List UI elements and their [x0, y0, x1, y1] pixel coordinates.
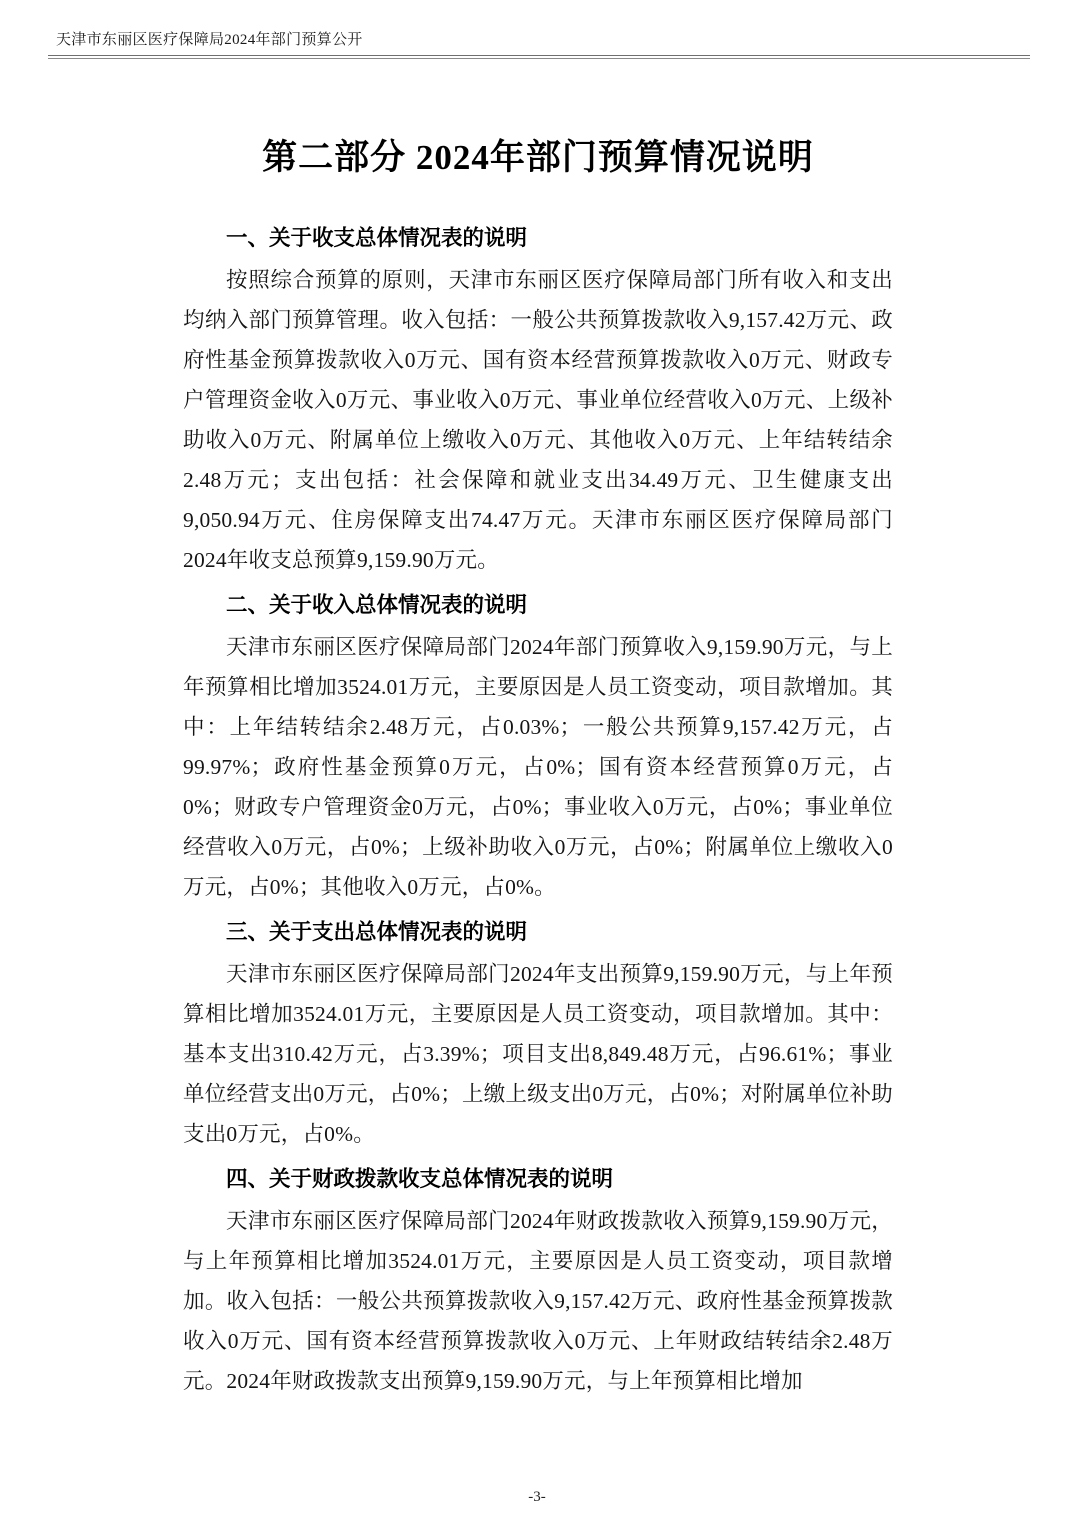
section-fiscal-appropriation-overview — [183, 1159, 893, 1401]
section-paragraph: 按照综合预算的原则，天津市东丽区医疗保障局部门所有收入和支出均纳入部门预算管理。收入包括：一般公共预算拨款收入9,157.42万元、政府性基金预算拨款收入0万元、国有资本经营预算拨款收入0万元、财政专户管理资金收入0万元、事业收入0万元、事业单位经营收入0万元、上级补助收入0万元、附属单位上缴收入0万元、其他收入0万元、上年结转结余2.48万元；支出包括：社会保障和就业支出34.49万元、卫生健康支出9,050.94万元、住房保障支出74.47万元。天津市东丽区医疗保障局部门2024年收支总预算9,159.90万元。 — [183, 268, 893, 572]
section-heading-1: 一、关于收支总体情况表的说明 — [226, 226, 528, 250]
section-heading-4: 四、关于财政拨款收支总体情况表的说明 — [226, 1167, 614, 1191]
section-paragraph: 天津市东丽区医疗保障局部门2024年财政拨款收入预算9,159.90万元，与上年预算相比增加3524.01万元，主要原因是人员工资变动，项目款增加。收入包括：一般公共预算拨款收入9,157.42万元、政府性基金预算拨款收入0万元、国有资本经营预算拨款收入0万元、上年财政结转结余2.48万元。2024年财政拨款支出预算9,159.90万元，与上年预算相比增加 — [183, 1209, 893, 1393]
section-heading-3: 三、关于支出总体情况表的说明 — [226, 920, 528, 944]
section-income-expenditure-overview — [183, 218, 893, 580]
section-expenditure-overview — [183, 912, 893, 1154]
page-number: -3- — [528, 1489, 546, 1505]
document-body — [183, 118, 893, 1404]
section-paragraph: 天津市东丽区医疗保障局部门2024年部门预算收入9,159.90万元，与上年预算相比增加3524.01万元，主要原因是人员工资变动，项目款增加。其中：上年结转结余2.48万元，占0.03%；一般公共预算9,157.42万元，占99.97%；政府性基金预算0万元，占0%；国有资本经营预算0万元，占0%；财政专户管理资金0万元，占0%；事业收入0万元，占0%；事业单位经营收入0万元，占0%；上级补助收入0万元，占0%；附属单位上缴收入0万元，占0%；其他收入0万元，占0%。 — [183, 635, 893, 899]
section-paragraph: 天津市东丽区医疗保障局部门2024年支出预算9,159.90万元，与上年预算相比增加3524.01万元，主要原因是人员工资变动，项目款增加。其中：基本支出310.42万元，占3.39%；项目支出8,849.48万元，占96.61%；事业单位经营支出0万元，占0%；上缴上级支出0万元，占0%；对附属单位补助支出0万元，占0%。 — [183, 962, 893, 1146]
header-divider-rule — [48, 55, 1030, 59]
section-income-overview — [183, 585, 893, 907]
document-header-title: 天津市东丽区医疗保障局2024年部门预算公开 — [56, 32, 363, 48]
page-title: 第二部分 2024年部门预算情况说明 — [262, 138, 814, 177]
section-heading-2: 二、关于收入总体情况表的说明 — [226, 593, 528, 617]
